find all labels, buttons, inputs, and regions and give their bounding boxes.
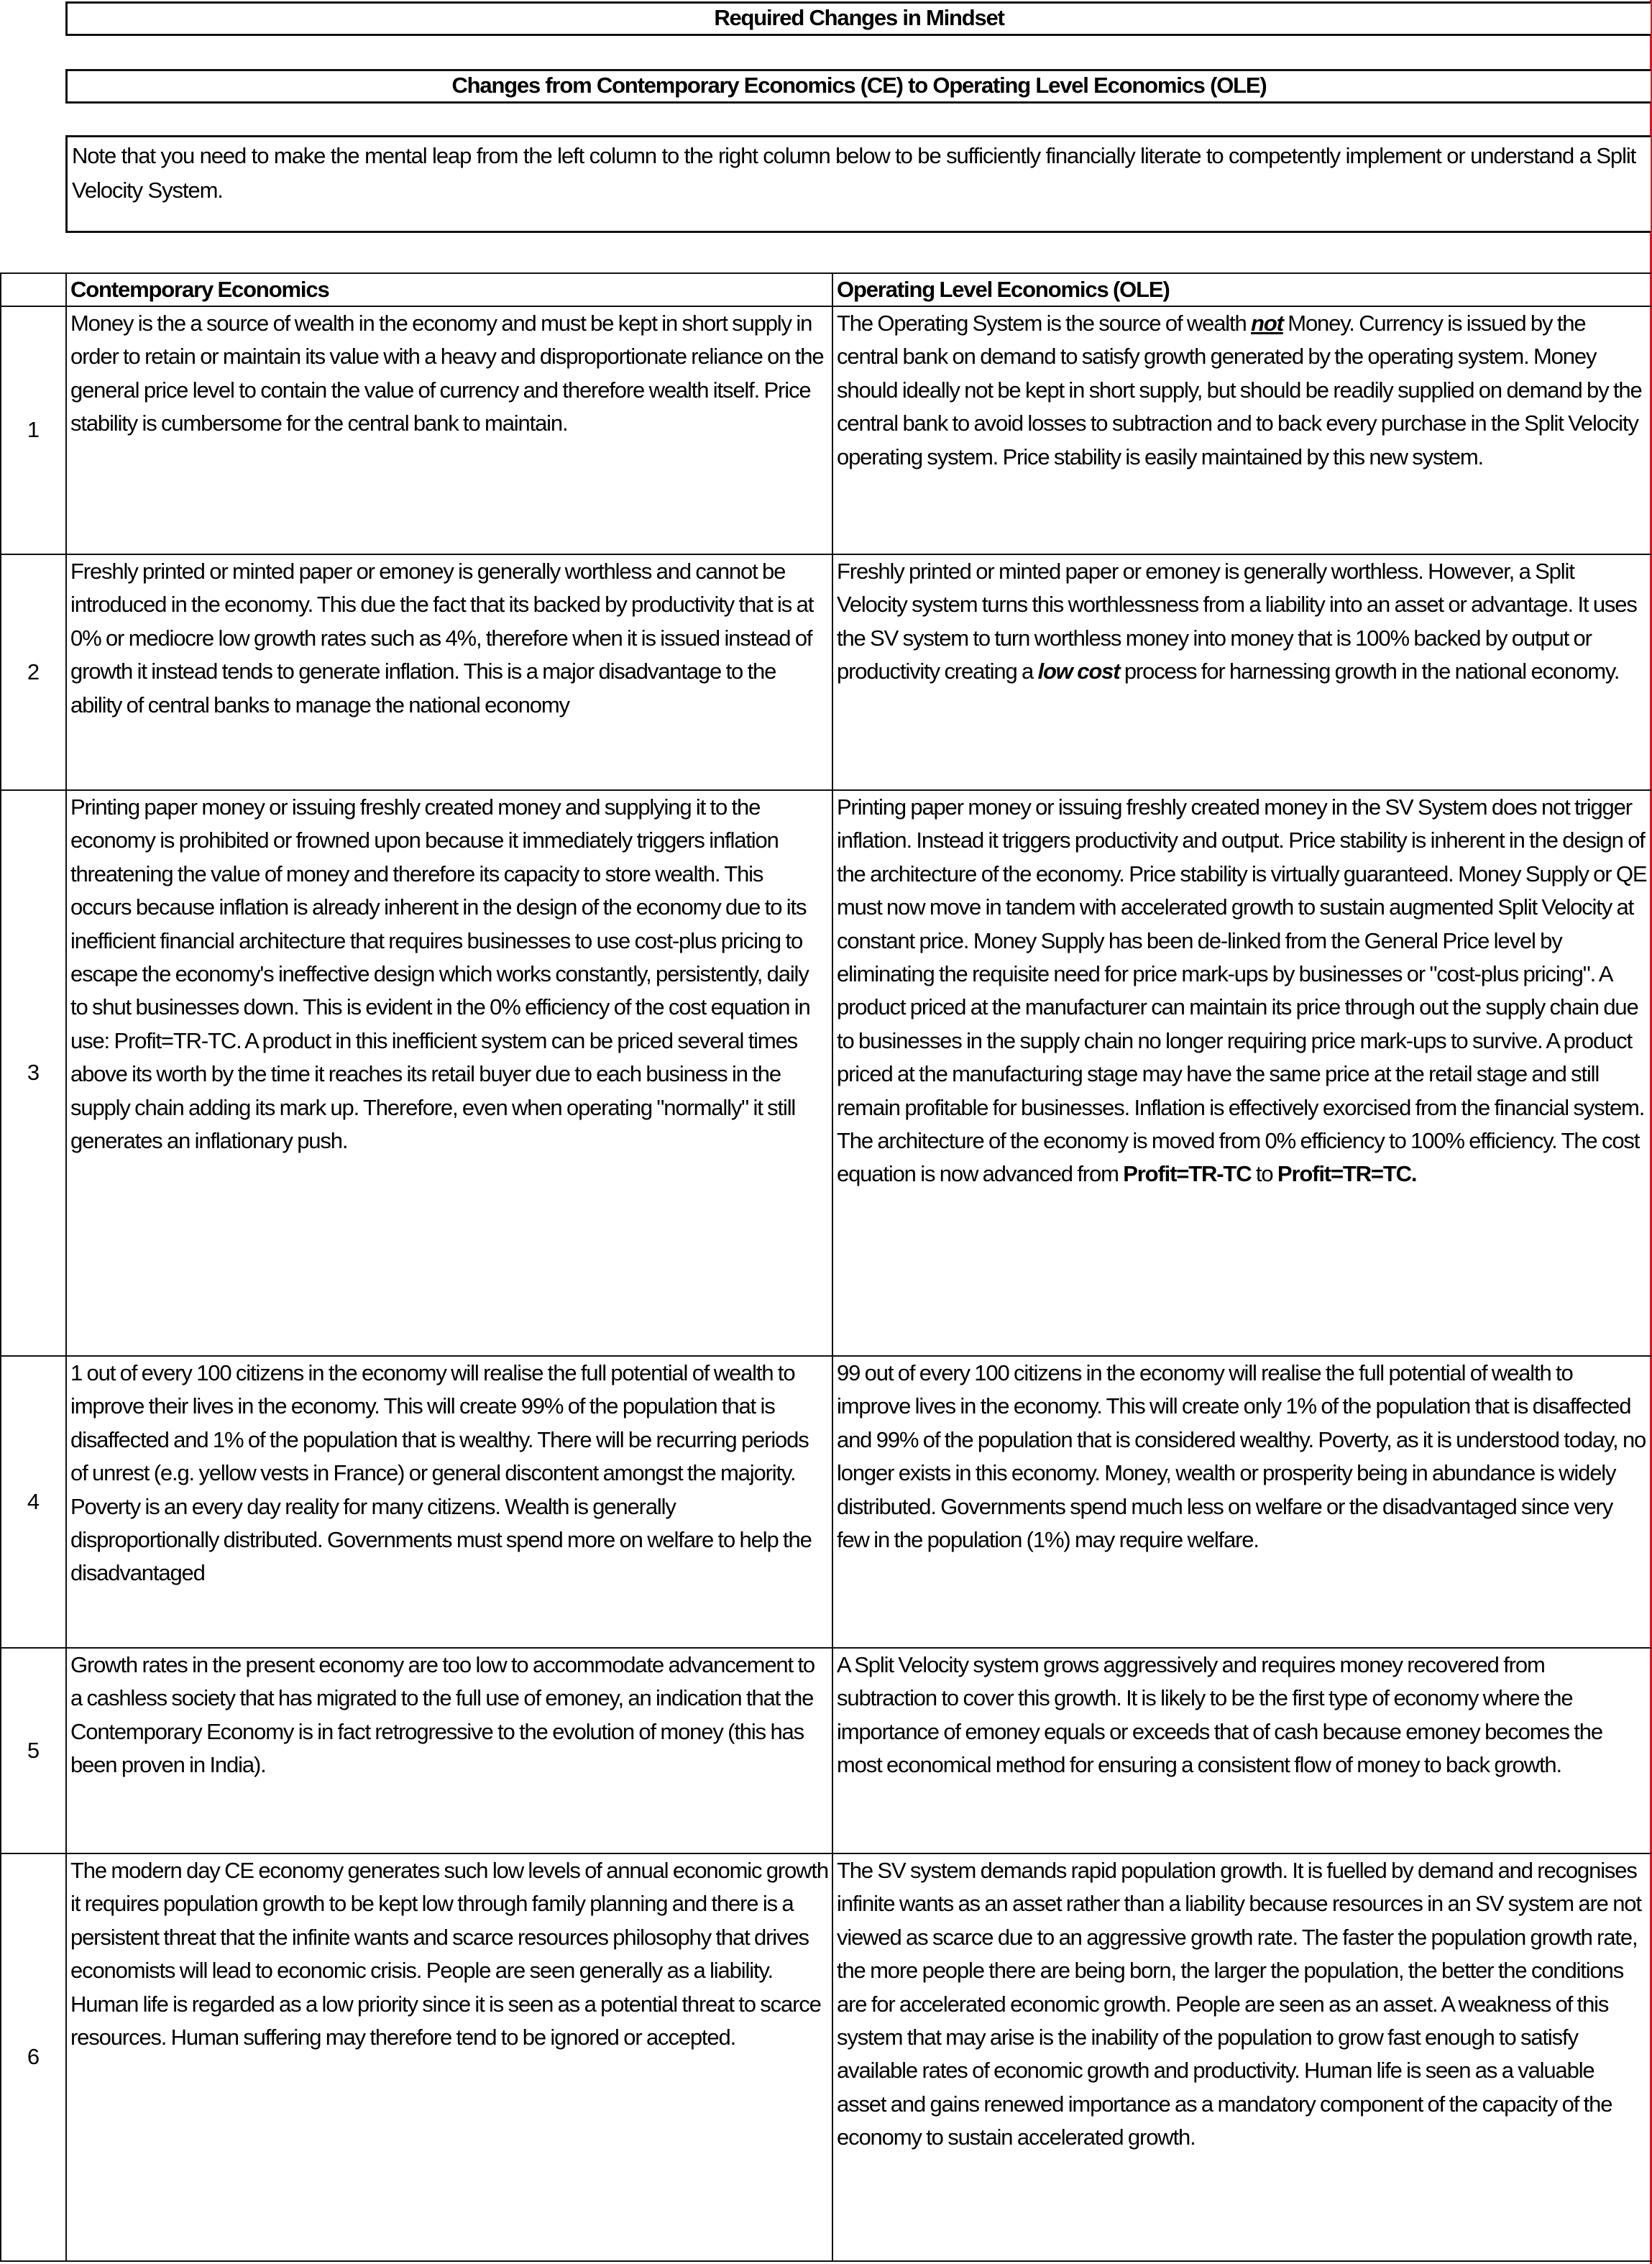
note-box: Note that you need to make the mental leap from the left column to the right column below to be sufficiently financially literate to competently implement or understand a Split Velocity System. — [65, 135, 1651, 233]
ole-text: Freshly printed or minted paper or emoney is generally worthless. However, a Split Velocity system turns this worthlessness from a liability into an asset or advantage. It uses the SV system to turn worthless money into money that is 100% backed by output or productivity creating a — [837, 559, 1637, 684]
ole-text: process for harnessing growth in the national economy. — [1119, 659, 1620, 684]
table-row — [1, 554, 1651, 790]
ce-cell: The modern day CE economy generates such low levels of annual economic growth it requires population growth to be kept low through family planning and there is a persistent threat that the infinite wants and scarce resources philosophy that drives economists will lead to economic crisis. People are seen generally as a liability. Human life is regarded as a low priority since it is seen as a potential threat to scarce resources. Human suffering may therefore tend to be ignored or accepted. — [66, 1853, 832, 2261]
row-number: 1 — [1, 306, 66, 554]
document-title: Required Changes in Mindset — [65, 1, 1651, 36]
row-number: 5 — [1, 1648, 66, 1853]
ole-text: Money. Currency is issued by the central bank on demand to satisfy growth generated by the operating system. Money should ideally not be kept in short supply, but should be readily supplied on demand by the central bank to avoid losses to subtraction and to back every purchase in the Split Velocity operating system. Price stability is easily maintained by this new system. — [837, 311, 1642, 469]
header-ole: Operating Level Economics (OLE) — [832, 273, 1651, 306]
ole-cell — [832, 790, 1651, 1356]
emphasis-text: not — [1251, 311, 1283, 336]
ole-text: Printing paper money or issuing freshly created money in the SV System does not trigger inflation. Instead it triggers productivity and output. Price stability is inherent in the design of the architecture of the economy. Price stability is virtually guaranteed. Money Supply or QE must now move in tandem with accelerated growth to sustain augmented Split Velocity at constant price. Money Supply has been de-linked from the General Price level by eliminating the requisite need for price mark-ups by businesses or "cost-plus pricing". A product priced at the manufacturer can maintain its price through out the supply chain due to businesses in the supply chain no longer requiring price mark-ups to survive. A product priced at the manufacturing stage may have the same price at the retail stage and still remain profitable for businesses. Inflation is effectively exorcised from the financial system. The architecture of the economy is moved from 0% efficiency to 100% efficiency. The cost equation is now advanced from — [837, 794, 1647, 1187]
comparison-table — [0, 272, 1651, 2262]
row-number: 3 — [1, 790, 66, 1356]
table-header-row — [1, 273, 1651, 306]
table-row — [1, 790, 1651, 1356]
ce-cell: Money is the a source of wealth in the economy and must be kept in short supply in order to retain or maintain its value with a heavy and disproportionate reliance on the general price level to contain the value of currency and therefore wealth itself. Price stability is cumbersome for the central bank to maintain. — [66, 306, 832, 554]
document-subtitle: Changes from Contemporary Economics (CE) to Operating Level Economics (OLE) — [65, 69, 1651, 104]
ce-cell: Growth rates in the present economy are too low to accommodate advancement to a cashless society that has migrated to the full use of emoney, an indication that the Contemporary Economy is in fact retrogressive to the evolution of money (this has been proven in India). — [66, 1648, 832, 1853]
row-number: 6 — [1, 1853, 66, 2261]
ole-text: The Operating System is the source of wealth — [837, 311, 1252, 336]
table-row — [1, 306, 1651, 554]
equation-text: Profit=TR=TC. — [1277, 1161, 1417, 1187]
row-number: 2 — [1, 554, 66, 790]
ole-cell: 99 out of every 100 citizens in the economy will realise the full potential of wealth to improve lives in the economy. This will create only 1% of the population that is disaffected and 99% of the population that is considered wealthy. Poverty, as it is understood today, no longer exists in this economy. Money, wealth or prosperity being in abundance is widely distributed. Governments spend much less on welfare or the disadvantaged since very few in the population (1%) may require welfare. — [832, 1356, 1651, 1648]
ole-cell: The SV system demands rapid population growth. It is fuelled by demand and recognises infinite wants as an asset rather than a liability because resources in an SV system are not viewed as scarce due to an aggressive growth rate. The faster the population growth rate, the more people there are being born, the larger the population, the better the conditions are for accelerated economic growth. People are seen as an asset. A weakness of this system that may arise is the inability of the population to grow fast enough to satisfy available rates of economic growth and productivity. Human life is seen as a valuable asset and gains renewed importance as a mandatory component of the capacity of the economy to sustain accelerated growth. — [832, 1853, 1651, 2261]
header-ce: Contemporary Economics — [66, 273, 832, 306]
table-row — [1, 1356, 1651, 1648]
row-number: 4 — [1, 1356, 66, 1648]
equation-text: Profit=TR-TC — [1123, 1161, 1252, 1187]
table-row — [1, 1648, 1651, 1853]
ce-cell: Printing paper money or issuing freshly created money and supplying it to the economy is prohibited or frowned upon because it immediately triggers inflation threatening the value of money and therefore its capacity to store wealth. This occurs because inflation is already inherent in the design of the economy due to its inefficient financial architecture that requires businesses to use cost-plus pricing to escape the economy's ineffective design which works constantly, persistently, daily to shut businesses down. This is evident in the 0% efficiency of the cost equation in use: Profit=TR-TC. A product in this inefficient system can be priced several times above its worth by the time it reaches its retail buyer due to each business in the supply chain adding its mark up. Therefore, even when operating "normally" it still generates an inflationary push. — [66, 790, 832, 1356]
ole-cell: A Split Velocity system grows aggressively and requires money recovered from subtraction to cover this growth. It is likely to be the first type of economy where the importance of emoney equals or exceeds that of cash because emoney becomes the most economical method for ensuring a consistent flow of money to back growth. — [832, 1648, 1651, 1853]
ole-text: to — [1251, 1161, 1277, 1187]
header-index-cell — [1, 273, 66, 306]
ce-cell: Freshly printed or minted paper or emoney is generally worthless and cannot be introduced in the economy. This due the fact that its backed by productivity that is at 0% or mediocre low growth rates such as 4%, therefore when it is issued instead of growth it instead tends to generate inflation. This is a major disadvantage to the ability of central banks to manage the national economy — [66, 554, 832, 790]
table-row — [1, 1853, 1651, 2261]
ce-cell: 1 out of every 100 citizens in the economy will realise the full potential of wealth to improve their lives in the economy. This will create 99% of the population that is disaffected and 1% of the population that is wealthy. There will be recurring periods of unrest (e.g. yellow vests in France) or general discontent amongst the majority. Poverty is an every day reality for many citizens. Wealth is generally disproportionally distributed. Governments must spend more on welfare to help the disadvantaged — [66, 1356, 832, 1648]
emphasis-text: low cost — [1037, 659, 1120, 684]
ole-cell — [832, 306, 1651, 554]
ole-cell — [832, 554, 1651, 790]
